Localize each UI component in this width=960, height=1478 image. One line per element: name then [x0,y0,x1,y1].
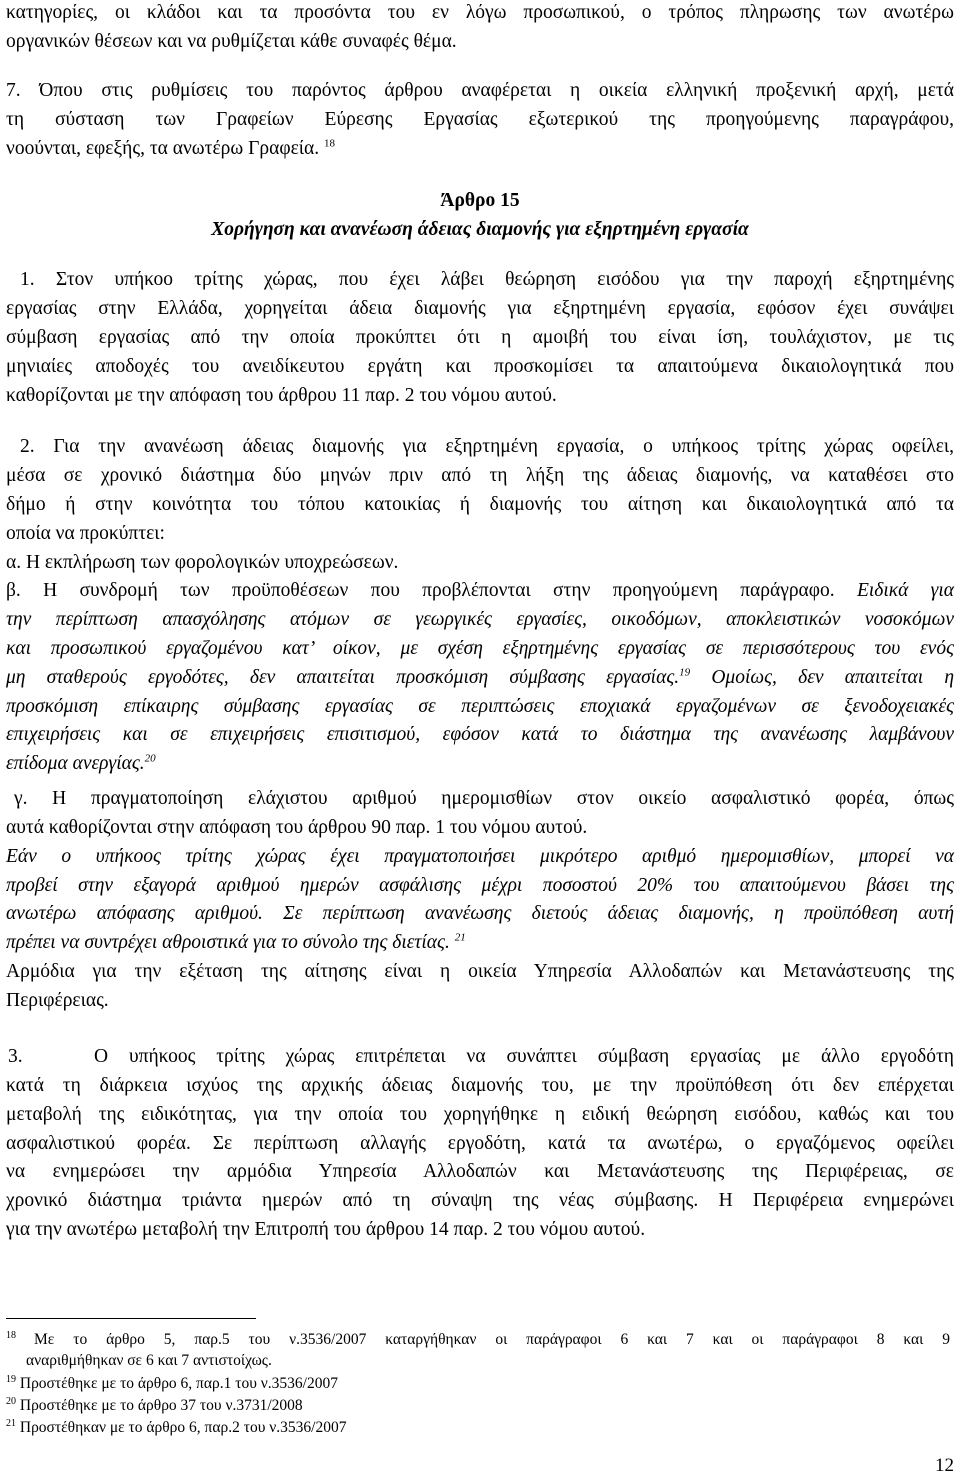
footnote-text: Με το άρθρο 5, παρ.5 του ν.3536/2007 καταργήθηκαν οι παράγραφοι 6 και 7 και οι παράγραφοι 8 και 9 [34,1331,950,1348]
paragraph-3-line-6: χρονικό διάστημα τριάντα ημερών από τη σύναψη της νέας σύμβασης. Η Περιφέρεια ενημερώνει [6,1190,954,1211]
paragraph-3-line-7: για την ανωτέρω μεταβολή την Επιτροπή του άρθρου 14 παρ. 2 του νόμου αυτού. [6,1219,646,1240]
footnote-20 [6,1396,954,1416]
footnote-number: 21 [6,1417,16,1429]
paragraph-2-line-4: οποία να προκύπτει: [6,523,165,544]
paragraph-2-line-1: 2. Για την ανανέωση άδειας διαμονής για εξηρτημένη εργασία, ο υπήκοος τρίτης χώρας οφείλει, [20,436,954,457]
article-title: Άρθρο 15 [440,190,520,211]
competent-authority-line-2: Περιφέρειας. [6,990,109,1011]
beta-italic-line-3: μη σταθερούς εργοδότες, δεν απαιτείται προσκόμιση σύμβασης εργασίας.$^{19}$ Ομοίως, δεν απαιτείται η [6,666,954,688]
competent-authority-line-1: Αρμόδια για την εξέταση της αίτησης είναι η οικεία Υπηρεσία Αλλοδαπών και Μετανάστευσης της [6,961,954,982]
footnote-number: 20 [6,1395,16,1407]
gamma-italic-line-3: ανωτέρω απόφασης αριθμού. Σε περίπτωση ανανέωσης διετούς άδειας διαμονής, η προϋπόθεση αυτή [6,903,954,924]
item-beta: β. Η συνδρομή των προϋποθέσεων που προβλέπονται στην προηγούμενη παράγραφο. Ειδικά για [6,580,955,601]
paragraph-2-line-3: δήμο ή στην κοινότητα του τόπου κατοικίας ή διαμονής του αίτηση και δικαιολογητικά από τα [6,494,954,515]
beta-italic-line-5: επιχειρήσεις και σε επιχειρήσεις επισιτισμού, εφόσον κατά το διάστημα της ανανέωσης λαμβάνουν [6,724,954,745]
paragraph-1-line-1: 1. Στον υπήκοο τρίτης χώρας, που έχει λάβει θεώρηση εισόδου για την παροχή εξηρτημένης [20,269,954,290]
footnote-21 [6,1418,954,1438]
paragraph-1-line-5: καθορίζονται με την απόφαση του άρθρου 11 παρ. 2 του νόμου αυτού. [6,385,557,406]
paragraph-1-line-4: μηνιαίες αποδοχές του ανειδίκευτου εργάτη και προσκομίσει τα απαιτούμενα δικαιολογητικά που [6,356,954,377]
footnote-ref-19: 19 [679,666,691,679]
footnote-ref-20: 20 [144,752,156,765]
footnote-ref-18: 18 [323,137,335,150]
footnote-18-continued: αναριθμήθηκαν σε 6 και 7 αντιστοίχως. [26,1352,272,1369]
intro-line-1: κατηγορίες, οι κλάδοι και τα προσόντα του εν λόγω προσωπικού, ο τρόπος πληρωσης των ανωτέρω [6,2,954,23]
paragraph-1-line-3: σύμβαση εργασίας από την οποία προκύπτει ότι η αμοιβή του είναι ίση, τουλάχιστον, με τις [6,327,954,348]
beta-italic-line-6: επίδομα ανεργίας.$^{20}$ [6,752,156,774]
paragraph-3-line-4: ασφαλιστικού φορέα. Σε περίπτωση αλλαγής εργοδότη, κατά τα ανωτέρω, ο εργαζόμενος οφείλει [6,1133,954,1154]
paragraph-3-line-2: κατά τη διάρκεια ισχύος της αρχικής άδειας διαμονής του, με την προϋπόθεση ότι δεν επέρχεται [6,1075,954,1096]
item-gamma-line-1: γ. Η πραγματοποίηση ελάχιστου αριθμού ημερομισθίων στον οικείο ασφαλιστικό φορέα, όπως [14,788,954,809]
footnote-ref-21: 21 [454,931,466,944]
paragraph-3-line-5: να ενημερώσει την αρμόδια Υπηρεσία Αλλοδαπών και Μετανάστευσης της Περιφέρειας, σε [6,1161,954,1182]
gamma-italic-line-4: πρέπει να συντρέχει αθροιστικά για το σύνολο της διετίας. $^{21}$ [6,931,466,953]
beta-italic-line-1: την περίπτωση απασχόλησης ατόμων σε γεωργικές εργασίες, οικοδόμων, αποκλειστικών νοσοκόμων [6,609,954,630]
footnote-19 [6,1374,954,1394]
paragraph-7-line-1: 7. Όπου στις ρυθμίσεις του παρόντος άρθρου αναφέρεται η οικεία ελληνική προξενική αρχή, μετά [6,80,954,101]
footnote-number: 18 [6,1329,16,1341]
gamma-italic-line-2: προβεί στην εξαγορά αριθμού ημερών ασφάλισης μέχρι ποσοστού 20% του απαιτούμενου βάσει της [6,875,954,896]
paragraph-2-line-2: μέσα σε χρονικό διάστημα δύο μηνών πριν από τη λήξη της άδειας διαμονής, να καταθέσει στο [6,465,954,486]
article-subtitle: Χορήγηση και ανανέωση άδειας διαμονής για εξηρτημένη εργασία [211,219,749,240]
footnote-number: 19 [6,1373,16,1385]
paragraph-3-number: 3. [8,1046,23,1067]
page-number: 12 [935,1455,954,1476]
footnote-18 [6,1330,954,1350]
item-alpha: α. Η εκπλήρωση των φορολογικών υποχρεώσεων. [6,552,399,573]
footnote-text: Προστέθηκε με το άρθρο 6, παρ.1 του ν.3536/2007 [19,1375,338,1392]
paragraph-7-line-2: τη σύσταση των Γραφείων Εύρεσης Εργασίας εξωτερικού της προηγούμενης παραγράφου, [6,109,954,130]
beta-italic-line-2: και προσωπικού εργαζομένου κατ’ οίκον, με σχέση εξηρτημένης εργασίας σε περισσότερους του ενός [6,638,954,659]
beta-italic-line-4: προσκόμιση επίκαιρης σύμβασης εργασίας σε περιπτώσεις εποχιακά εργαζομένων σε ξενοδοχειακές [6,696,954,717]
paragraph-3-line-1: Ο υπήκοος τρίτης χώρας επιτρέπεται να συνάπτει σύμβαση εργασίας με άλλο εργοδότη [94,1046,954,1067]
footnote-separator [6,1318,256,1319]
paragraph-1-line-2: εργασίας στην Ελλάδα, χορηγείται άδεια διαμονής για εξηρτημένη εργασία, εφόσον έχει συνάψει [6,298,954,319]
paragraph-3-line-3: μεταβολή της ειδικότητας, για την οποία του χορηγήθηκε η ειδική θεώρηση εισόδου, καθώς και του [6,1104,954,1125]
footnote-text: Προστέθηκε με το άρθρο 37 του ν.3731/2008 [19,1397,303,1414]
intro-line-2: οργανικών θέσεων και να ρυθμίζεται κάθε συναφές θέμα. [6,31,457,52]
gamma-italic-line-1: Εάν ο υπήκοος τρίτης χώρας έχει πραγματοποιήσει μικρότερο αριθμό ημερομισθίων, μπορεί να [6,846,954,867]
footnote-text: Προστέθηκαν με το άρθρο 6, παρ.2 του ν.3536/2007 [19,1419,347,1436]
item-gamma-line-2: αυτά καθορίζονται στην απόφαση του άρθρου 90 παρ. 1 του νόμου αυτού. [6,817,588,838]
paragraph-7-line-3: νοούνται, εφεξής, τα ανωτέρω Γραφεία. $^{18}$ [6,137,335,159]
